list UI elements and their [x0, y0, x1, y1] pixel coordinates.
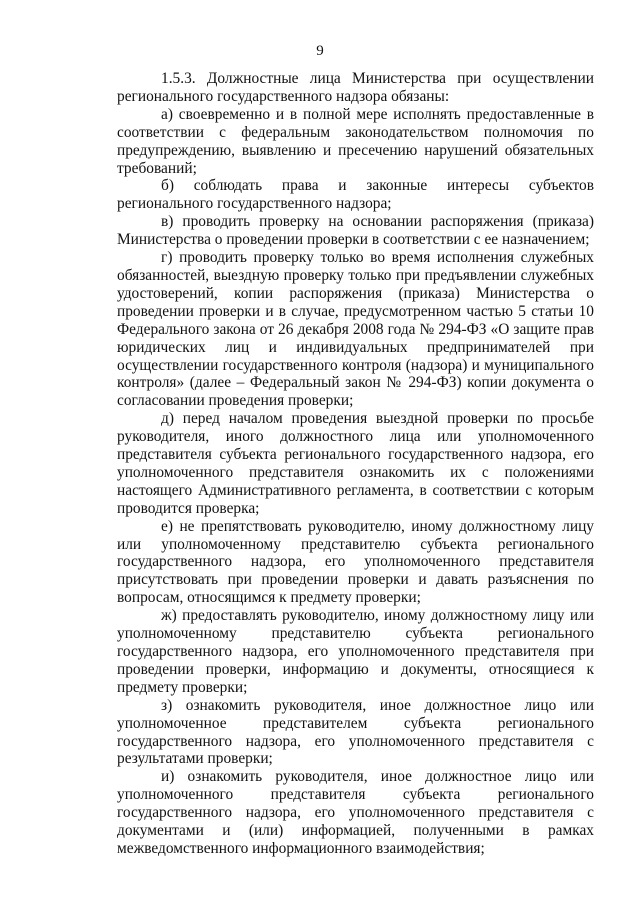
paragraph-item-zh: ж) предоставлять руководителю, иному должностному лицу или уполномоченному представителю субъекта регионального государственного надзора, его уполномоченного представителя при проведении проверки, информацию и документы, относящиеся к предмету проверки; [117, 607, 594, 696]
paragraph-1-5-3-intro: 1.5.3. Должностные лица Министерства при осуществлении регионального государственного надзора обязаны: [117, 70, 594, 105]
paragraph-item-d: д) перед началом проведения выездной проверки по просьбе руководителя, иного должностного лица или уполномоченного представителя субъекта регионального государственного надзора, его уполномоченного представителя ознакомить их с положениями настоящего Административного регламента, в соответствии с которым проводится проверка; [117, 410, 594, 517]
paragraph-item-e: е) не препятствовать руководителю, иному должностному лицу или уполномоченному представителю субъекта регионального государственного надзора, его уполномоченного представителя присутствовать при проведении проверки и давать разъяснения по вопросам, относящимся к предмету проверки; [117, 517, 594, 607]
paragraph-item-b: б) соблюдать права и законные интересы субъектов регионального государственного надзора; [117, 177, 594, 213]
paragraph-item-a: а) своевременно и в полной мере исполнять предоставленные в соответствии с федеральным законодательством полномочия по предупреждению, выявлению и пресечению нарушений обязательных требований; [117, 105, 594, 177]
paragraph-item-v: в) проводить проверку на основании распоряжения (приказа) Министерства о проведении проверки в соответствии с ее назначением; [117, 213, 594, 249]
document-body [117, 70, 594, 858]
paragraph-item-g: г) проводить проверку только во время исполнения служебных обязанностей, выездную проверку только при предъявлении служебных удостоверений, копии распоряжения (приказа) Министерства о проведении проверки и в случае, предусмотренном частью 5 статьи 10 Федерального закона от 26 декабря 2008 года № 294-ФЗ «О защите прав юридических лиц и индивидуальных предпринимателей при осуществлении государственного контроля (надзора) и муниципального контроля» (далее – Федеральный закон № 294-ФЗ) копии документа о согласовании проведения проверки; [117, 249, 594, 410]
paragraph-item-i: и) ознакомить руководителя, иное должностное лицо или уполномоченного представителя субъекта регионального государственного надзора, его уполномоченного представителя с документами и (или) информацией, полученными в рамках межведомственного информационного взаимодействия; [117, 768, 594, 857]
paragraph-item-z: з) ознакомить руководителя, иное должностное лицо или уполномоченное представителем субъекта регионального государственного надзора, его уполномоченного представителя с результатами проверки; [117, 696, 594, 768]
page-number: 9 [316, 43, 324, 59]
